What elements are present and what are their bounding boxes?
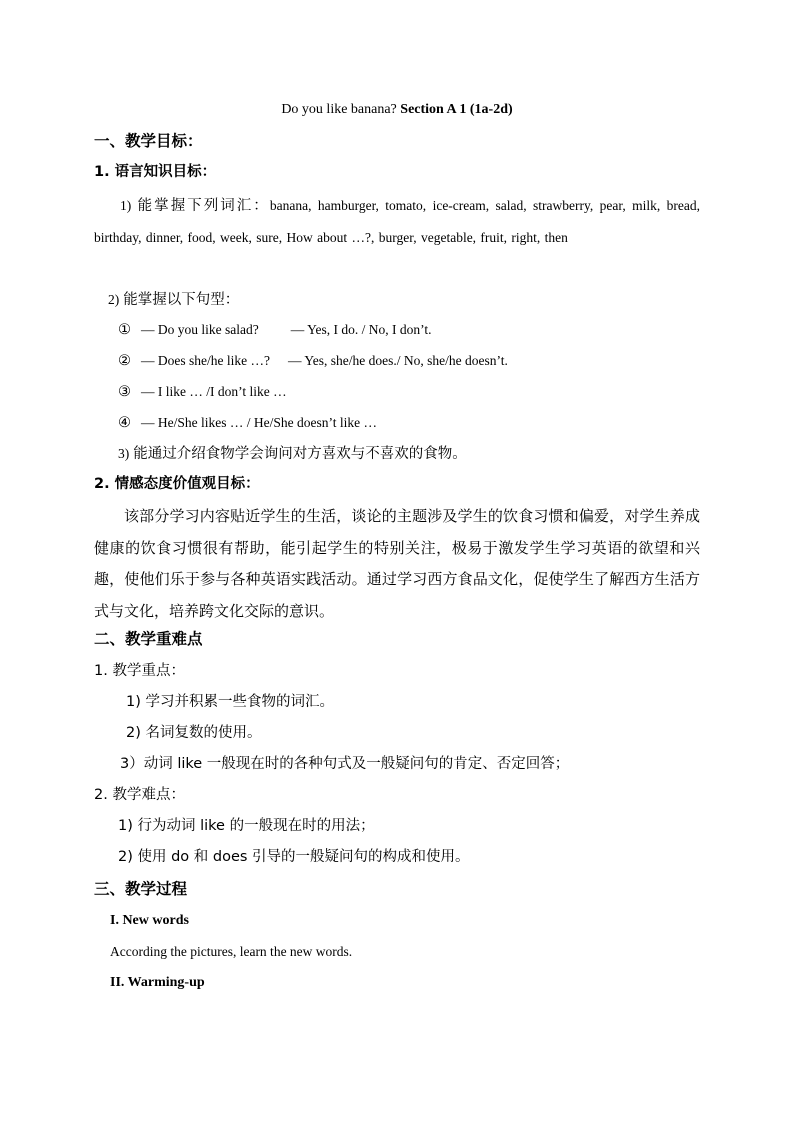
heading-key-difficult-points: 二、教学重难点 bbox=[94, 630, 203, 648]
pattern-mark: ③ bbox=[118, 384, 131, 400]
pattern-intro bbox=[108, 290, 239, 309]
pattern-row-1 bbox=[118, 320, 432, 339]
pattern-question: — Does she/he like …? bbox=[141, 353, 270, 368]
pattern-intro-number: 2) bbox=[108, 292, 120, 307]
heading-language-objectives: 1. 语言知识目标： bbox=[94, 164, 217, 180]
pattern-text: — I like … /I don’t like … bbox=[141, 384, 287, 399]
difficult-point-item: 1) 行为动词 like 的一般现在时的用法； bbox=[118, 818, 375, 834]
objective-item-3-text: 能通过介绍食物学会询问对方喜欢与不喜欢的食物。 bbox=[133, 446, 467, 462]
difficult-point-item: 2) 使用 do 和 does 引导的一般疑问句的构成和使用。 bbox=[118, 849, 470, 865]
vocabulary-paragraph bbox=[94, 190, 700, 253]
vocab-item-number: 1) bbox=[120, 198, 132, 213]
affective-paragraph: 该部分学习内容贴近学生的生活，谈论的主题涉及学生的饮食习惯和偏爱，对学生养成健康的饮食习惯很有帮助，能引起学生的特别关注，极易于激发学生学习英语的欲望和兴趣，使他们乐于参与各种英语实践活动。通过学习西方食品文化，促使学生了解西方生活方式与文化，培养跨文化交际的意识。 bbox=[94, 507, 700, 620]
pattern-mark: ② bbox=[118, 353, 131, 369]
heading-affective-objectives: 2. 情感态度价值观目标： bbox=[94, 476, 260, 492]
pattern-row-2 bbox=[118, 351, 508, 370]
heading-teaching-process: 三、教学过程 bbox=[94, 880, 188, 898]
pattern-row-3 bbox=[118, 382, 287, 401]
pattern-question: — Do you like salad? bbox=[141, 322, 259, 337]
document-title bbox=[0, 102, 794, 119]
objective-item-3-number: 3) bbox=[118, 446, 130, 461]
heading-teaching-objectives: 一、教学目标： bbox=[94, 132, 203, 150]
step-new-words-heading: I. New words bbox=[110, 913, 189, 928]
heading-key-points: 1. 教学重点： bbox=[94, 663, 185, 679]
key-point-item: 2) 名词复数的使用。 bbox=[126, 725, 262, 741]
pattern-reply: — Yes, she/he does./ No, she/he doesn’t. bbox=[287, 353, 508, 368]
pattern-intro-label: 能掌握以下句型： bbox=[123, 292, 240, 308]
title-section: Section A 1 (1a-2d) bbox=[400, 102, 513, 117]
pattern-row-4 bbox=[118, 413, 377, 432]
pattern-reply: — Yes, I do. / No, I don’t. bbox=[290, 322, 432, 337]
vocab-words: banana, hamburger, tomato, ice-cream, salad, strawberry, pear, milk, bread, birthday, dinner, food, week, sure, How about …?, burger, vegetable, fruit, right, then bbox=[94, 198, 701, 245]
key-point-item: 3）动词 like 一般现在时的各种句式及一般疑问句的肯定、否定回答； bbox=[120, 756, 570, 772]
key-point-item: 1) 学习并积累一些食物的词汇。 bbox=[126, 694, 334, 710]
vocab-label: 能掌握下列词汇： bbox=[137, 198, 270, 214]
objective-item-3 bbox=[118, 444, 467, 463]
pattern-text: — He/She likes … / He/She doesn’t like … bbox=[141, 415, 377, 430]
heading-difficult-points: 2. 教学难点： bbox=[94, 787, 185, 803]
step-warming-up-heading: II. Warming-up bbox=[110, 975, 205, 990]
step-new-words-text: According the pictures, learn the new words. bbox=[110, 944, 353, 959]
title-plain: Do you like banana? bbox=[281, 102, 397, 117]
pattern-mark: ④ bbox=[118, 415, 131, 431]
pattern-mark: ① bbox=[118, 322, 131, 338]
